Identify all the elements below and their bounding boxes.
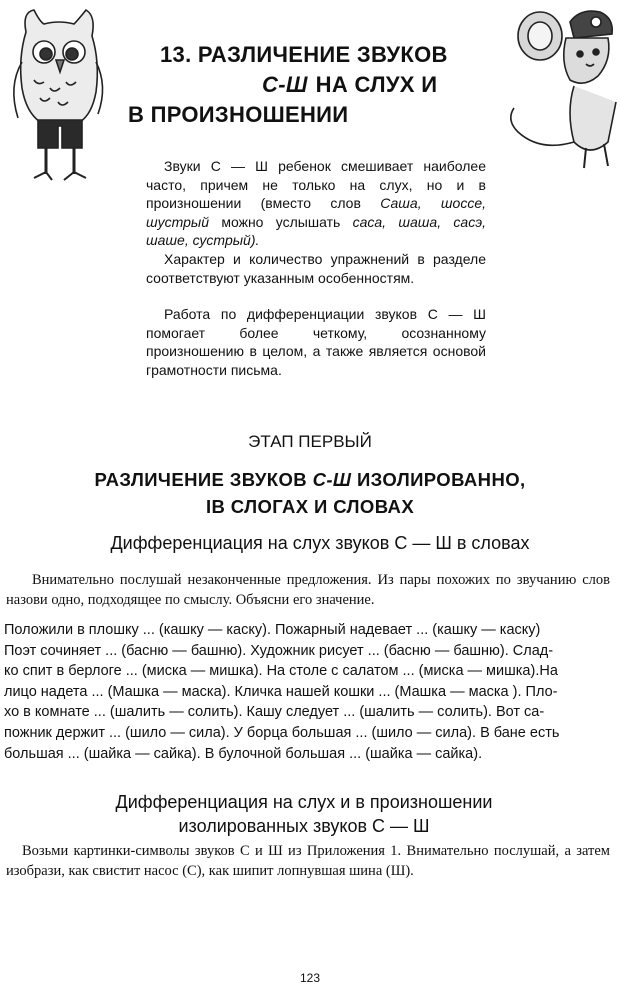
exercise-line: пожник держит ... (шило — сила). У борца большая ... (шило — сила). В бане есть bbox=[4, 724, 560, 741]
exercise-line: лицо надета ... (Машка — маска). Кличка нашей кошки ... (Машка — маска ). Пло- bbox=[4, 683, 558, 700]
intro-p1-text-a: Звуки С — Ш ребенок смешивает наиболее часто, причем не только на слух, но и в произношении (вместо слов bbox=[146, 158, 486, 211]
intro-paragraph-1 bbox=[146, 157, 486, 250]
stage-heading-line-1 bbox=[0, 469, 620, 491]
intro-p1-mispronounced: саса, шаша, сасэ, шаше, сустрый). bbox=[146, 213, 486, 248]
owl-illustration bbox=[4, 2, 112, 192]
exercise-line: Положили в плошку ... (кашку — каску). Пожарный надевает ... (кашку — каску) bbox=[4, 622, 541, 638]
chapter-title-line-1: 13. РАЗЛИЧЕНИЕ ЗВУКОВ bbox=[160, 42, 448, 67]
exercise-line: большая ... (шайка — сайка). В булочной большая ... (шайка — сайка). bbox=[4, 745, 483, 762]
section-2-title-line-1: Дифференциация на слух и в произношении bbox=[115, 792, 493, 812]
chapter-title-sounds: С-Ш bbox=[262, 72, 308, 97]
section-2-instruction: Возьми картинки-символы звуков С и Ш из Приложения 1. Внимательно послушай, а затем изобрази, как свистит насос (С), как шипит лопнувшая шина (Ш). bbox=[6, 843, 610, 879]
chapter-title-line-2-rest: НА СЛУХ И bbox=[315, 72, 438, 97]
intro-p1-text-b: можно услышать bbox=[209, 213, 353, 230]
exercise-line: хо в комнате ... (шалить — солить). Кашу следует ... (шалить — солить). Вот са- bbox=[4, 704, 545, 721]
stage-heading-b: ИЗОЛИРОВАННО, bbox=[356, 469, 526, 490]
stage-label: ЭТАП ПЕРВЫЙ bbox=[248, 432, 372, 451]
exercise-text bbox=[4, 620, 614, 764]
stage-heading-line-2: IВ СЛОГАХ И СЛОВАХ bbox=[205, 496, 415, 517]
section-2-title-line-2: изолированных звуков С — Ш bbox=[178, 816, 430, 836]
intro-paragraph-2: Характер и количество упражнений в разделе соответствуют указанным особенностям. bbox=[146, 251, 486, 286]
exercise-line: ко спит в берлоге ... (миска — мишка). На столе с салатом ... (миска — мишка).На bbox=[4, 663, 558, 680]
stage-heading-a: РАЗЛИЧЕНИЕ ЗВУКОВ bbox=[94, 469, 308, 490]
stage-heading-sounds: С-Ш bbox=[312, 469, 352, 490]
exercise-line: Поэт сочиняет ... (басню — башню). Художник рисует ... (басню — башню). Слад- bbox=[4, 642, 554, 659]
page-number: 123 bbox=[299, 971, 321, 985]
mouse-illustration bbox=[500, 2, 620, 172]
section-1-instruction: Внимательно послушай незаконченные предложения. Из пары похожих по звучанию слов назови одно, подходящее по смыслу. Объясни его значение. bbox=[6, 572, 610, 608]
section-1-title: Дифференциация на слух звуков С — Ш в словах bbox=[110, 533, 530, 553]
chapter-title-line-3: В ПРОИЗНОШЕНИИ bbox=[128, 102, 349, 127]
intro-p1-examples: Саша, шоссе, шустрый bbox=[146, 195, 486, 230]
intro-paragraph-3: Работа по дифференциации звуков С — Ш помогает более четкому, осознанному произношению в целом, а также является основой грамотности письма. bbox=[146, 306, 486, 378]
chapter-title-line-2 bbox=[262, 72, 437, 98]
